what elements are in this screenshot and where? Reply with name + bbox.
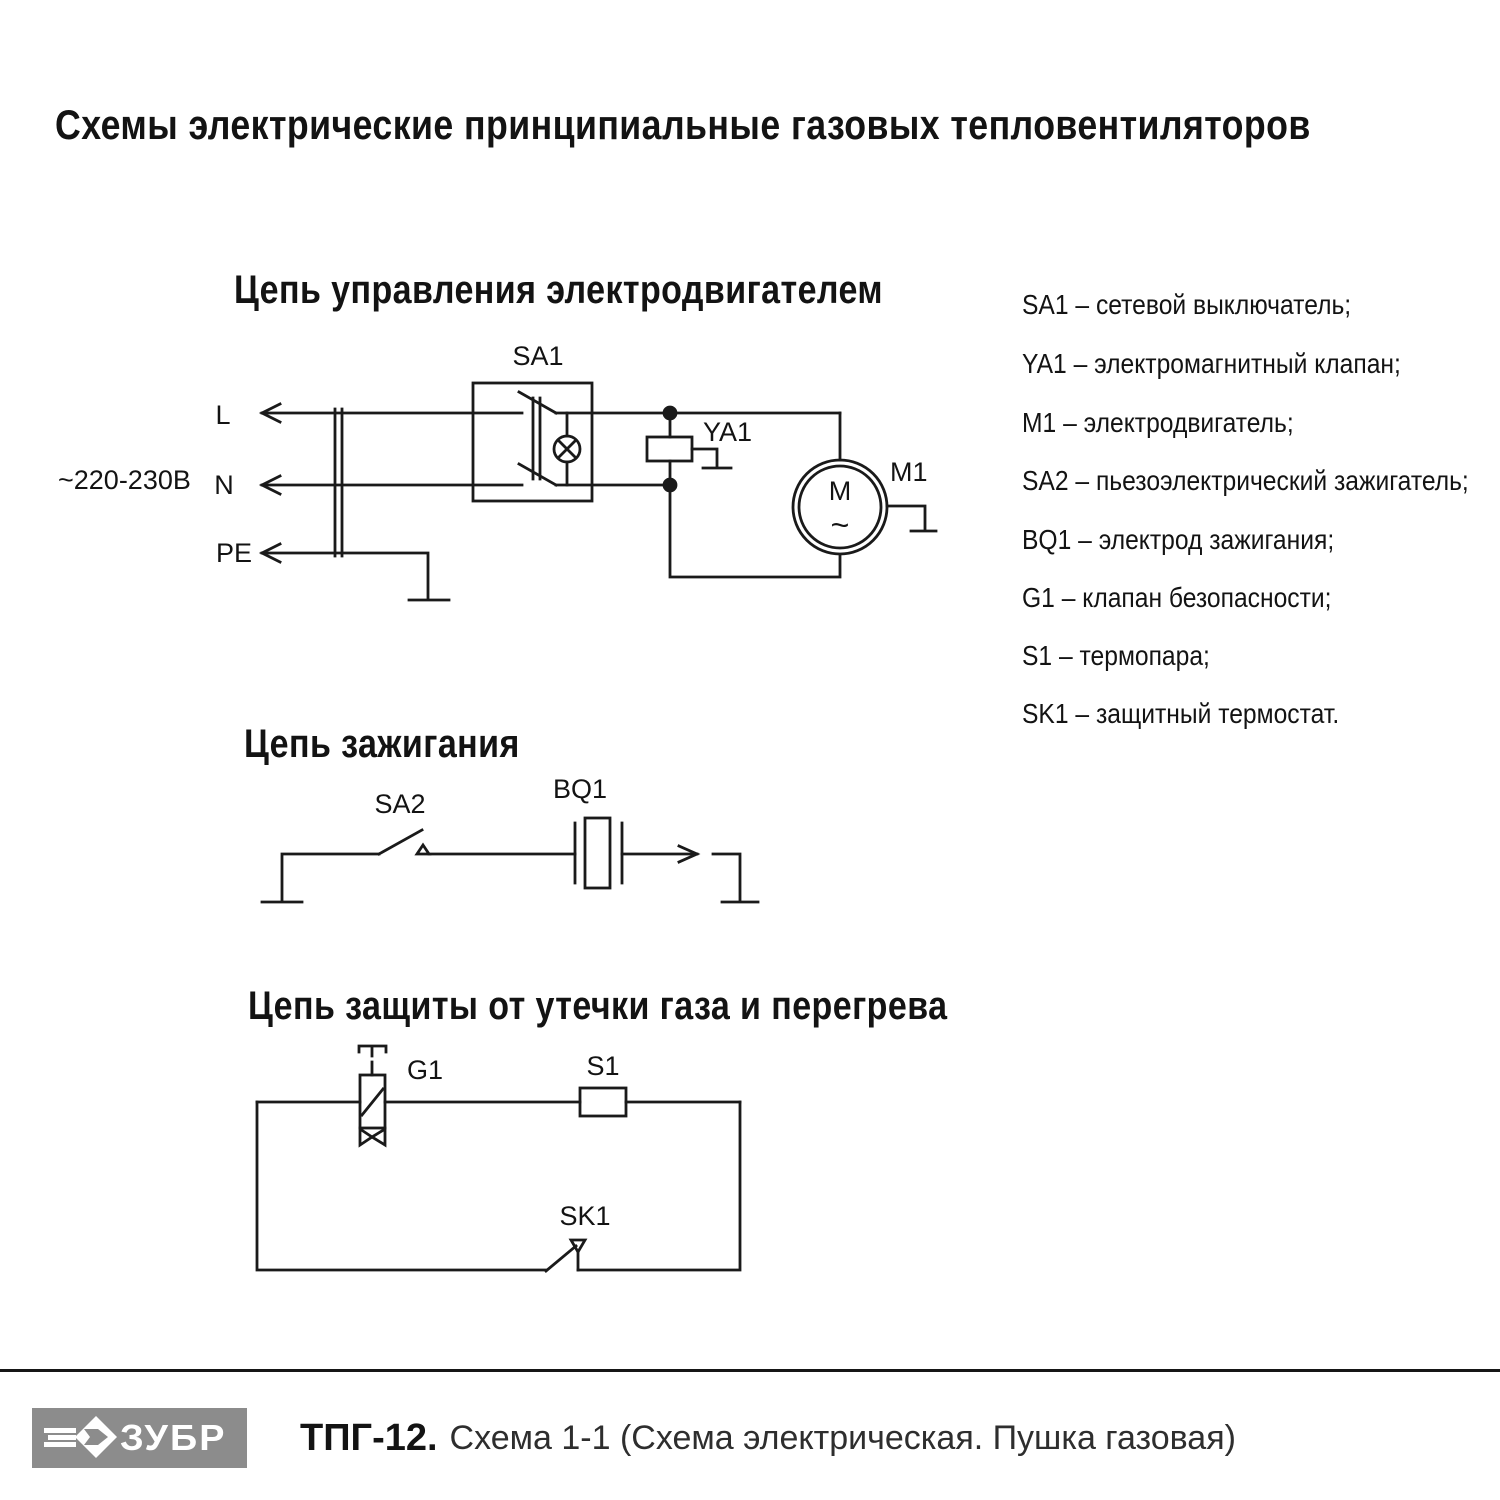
loop-left-bottom-wire xyxy=(257,1102,546,1270)
ya1-label: YA1 xyxy=(703,417,753,447)
right-ground-icon xyxy=(713,854,758,902)
motor-tilde-label: ~ xyxy=(830,507,850,543)
legend-item-g1: G1 – клапан безопасности; xyxy=(1022,582,1332,613)
footer-divider xyxy=(0,1369,1500,1372)
sa1-label: SA1 xyxy=(512,341,564,371)
bq1-label: BQ1 xyxy=(552,774,608,804)
s1-thermocouple-icon xyxy=(580,1088,626,1116)
sa1-switch-link-icon xyxy=(533,398,540,479)
footer-model: ТПГ-12. xyxy=(300,1416,438,1459)
bq1-plates-icon xyxy=(575,823,622,883)
line-l-label: L xyxy=(215,400,231,430)
protection-circuit xyxy=(257,1046,740,1271)
footer-caption: Схема 1-1 (Схема электрическая. Пушка газовая) xyxy=(449,1418,1236,1457)
ya1-ground-icon xyxy=(692,449,731,468)
circuit1-heading: Цепь управления электродвигателем xyxy=(234,268,883,312)
legend-item-m1: M1 – электродвигатель; xyxy=(1022,407,1294,438)
loop-right-bottom-wire xyxy=(578,1102,740,1270)
legend-item-sa2: SA2 – пьезоэлектрический зажигатель; xyxy=(1022,465,1469,496)
brand-arrow-icon xyxy=(32,1408,120,1468)
sk1-label: SK1 xyxy=(559,1201,611,1231)
left-ground-icon xyxy=(262,854,379,902)
brand-name: ЗУБР xyxy=(120,1417,227,1458)
sa1-switch-blades-icon xyxy=(519,392,556,485)
m1-label: M1 xyxy=(890,457,928,487)
legend-item-sk1: SK1 – защитный термостат. xyxy=(1022,698,1340,729)
brand-logo xyxy=(32,1408,247,1468)
wire-to-motor-bottom xyxy=(670,485,840,577)
wire-pe-with-ground-icon xyxy=(262,553,449,600)
line-pe-label: PE xyxy=(216,538,253,568)
g1-bowtie-valve-icon xyxy=(360,1129,385,1145)
s1-label: S1 xyxy=(586,1051,620,1081)
footer-caption-row xyxy=(300,1408,1236,1468)
legend-item-s1: S1 – термопара; xyxy=(1022,640,1210,671)
sa2-label: SA2 xyxy=(374,789,426,819)
g1-actuator-icon xyxy=(359,1046,386,1075)
motor-control-circuit xyxy=(58,341,936,600)
legend-item-ya1: YA1 – электромагнитный клапан; xyxy=(1022,348,1401,379)
circuit2-heading: Цепь зажигания xyxy=(244,722,520,766)
g1-label: G1 xyxy=(407,1055,444,1085)
sk1-switch-blade-icon xyxy=(546,1246,576,1271)
bq1-piezo-icon xyxy=(585,818,610,888)
circuit3-heading: Цепь защиты от утечки газа и перегрева xyxy=(248,984,948,1028)
legend-item-sa1: SA1 – сетевой выключатель; xyxy=(1022,289,1352,320)
line-n-label: N xyxy=(214,470,234,500)
page-title: Схемы электрические принципиальные газовых тепловентиляторов xyxy=(55,101,1311,148)
ya1-coil-icon xyxy=(647,437,692,461)
motor-ground-icon xyxy=(887,506,936,531)
sa2-contact-icon xyxy=(417,845,429,854)
voltage-label: ~220-230В xyxy=(58,465,191,495)
cable-connector-icon xyxy=(335,409,342,556)
motor-letter-label: M xyxy=(828,476,852,506)
indicator-lamp-cross-icon xyxy=(558,440,576,458)
g1-valve-diagonal-icon xyxy=(362,1089,383,1115)
legend-item-bq1: BQ1 – электрод зажигания; xyxy=(1022,524,1335,555)
ignition-circuit xyxy=(262,774,758,902)
sa2-switch-blade-icon xyxy=(379,830,422,854)
